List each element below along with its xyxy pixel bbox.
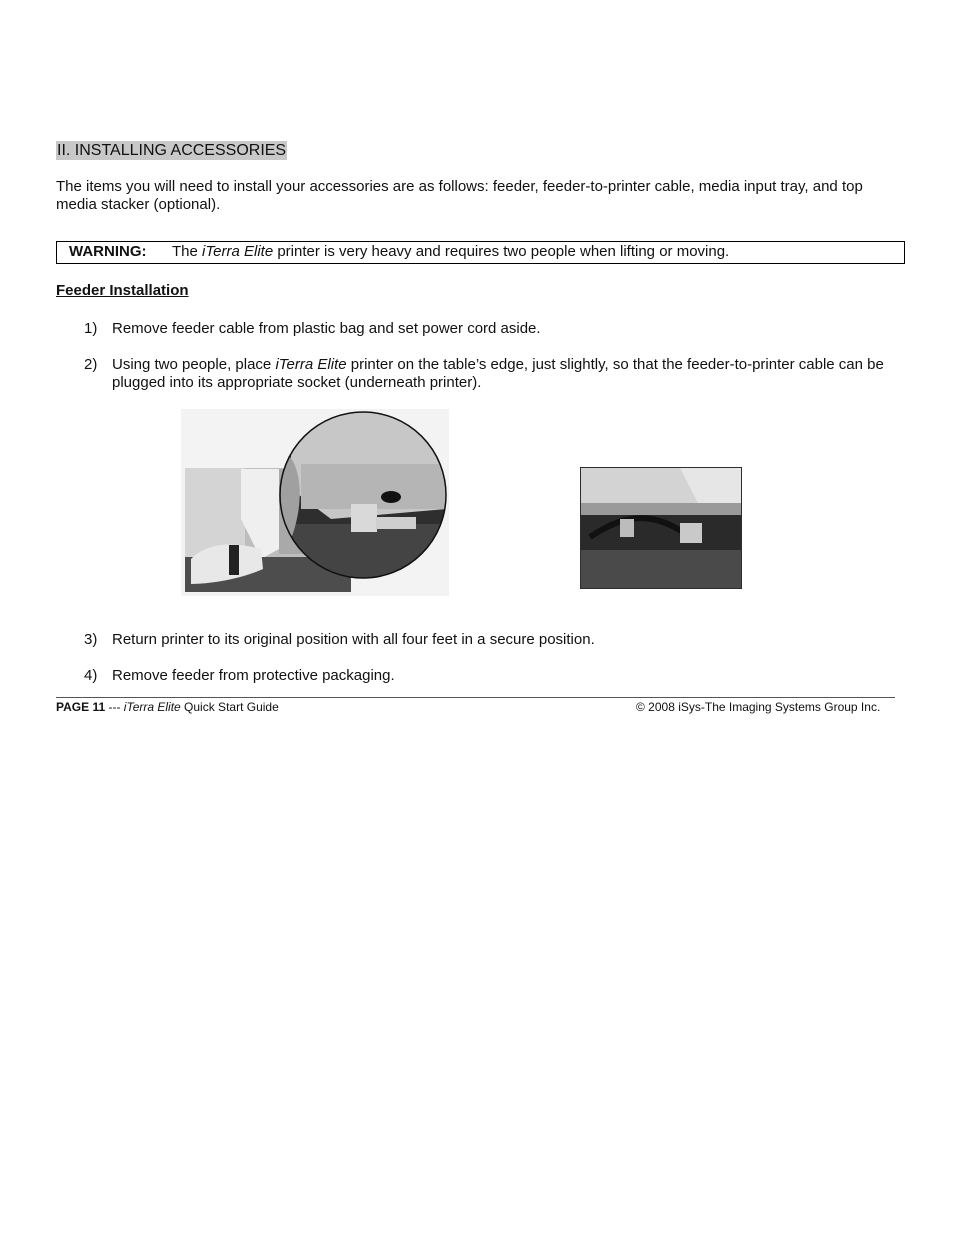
step-product-name: iTerra Elite [275,356,347,373]
cable-socket-photo [580,467,742,589]
step-text: Remove feeder cable from plastic bag and set power cord aside. [112,320,541,337]
footer-copyright: © 2008 iSys-The Imaging Systems Group Inc. [636,700,881,714]
section-heading: II. INSTALLING ACCESSORIES [57,142,287,159]
step-text: Using two people, place iTerra Elite printer on the table’s edge, just slightly, so that the feeder-to-printer cable can be plugged into its appropriate socket (underneath printer). [112,356,884,391]
warning-text: The iTerra Elite printer is very heavy and requires two people when lifting or moving. [172,243,730,260]
warning-box [56,241,905,264]
subsection-title: Feeder Installation [56,282,189,299]
step-number: 2) [84,356,98,373]
step-number: 4) [84,667,98,684]
printer-cable-photo [181,409,449,596]
warning-product-name: iTerra Elite [202,243,274,260]
warning-label: WARNING: [69,243,147,260]
page-number: PAGE 11 [56,700,106,714]
footer-divider [56,697,895,698]
step-number: 3) [84,631,98,648]
step-text: Return printer to its original position with all four feet in a secure position. [112,631,595,648]
intro-paragraph: The items you will need to install your accessories are as follows: feeder, feeder-to-printer cable, media input tray, and top media stacker (optional). [56,178,863,213]
step-text: Remove feeder from protective packaging. [112,667,395,684]
footer-page-info: PAGE 11 --- iTerra Elite Quick Start Guide [56,700,279,714]
step-number: 1) [84,320,98,337]
footer-product-name: iTerra Elite [123,700,181,714]
